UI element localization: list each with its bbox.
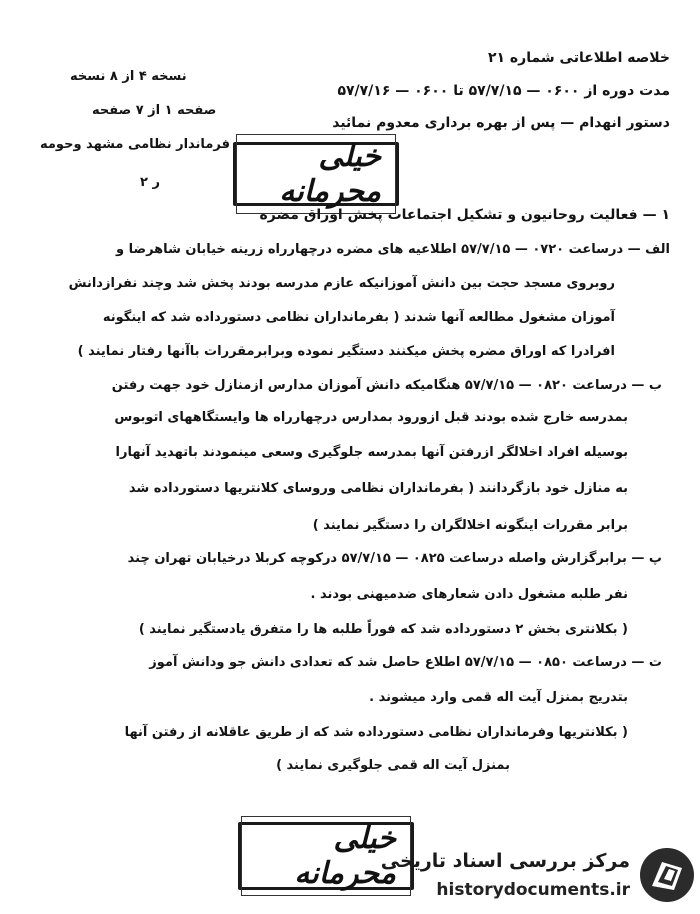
copy-number: نسخه ۴ از ۸ نسخه (70, 69, 187, 84)
watermark-title: مرکز بررسی اسناد تاریخی (380, 850, 630, 872)
body-line: روبروی مسجد حجت بین دانش آموزانیکه عازم مدرسه بودند پخش شد وچند نفرازدانش (68, 276, 615, 291)
archive-logo-icon (638, 846, 696, 904)
watermark-url: historydocuments.ir (436, 880, 630, 900)
classification-stamp-top (233, 139, 399, 209)
body-line: بوسیله افراد اخلالگر ازرفتن آنها بمدرسه جلوگیری وسعی مینمودند باتهدید آنهارا (115, 445, 628, 460)
page-number: صفحه ۱ از ۷ صفحه (92, 103, 217, 118)
stamp-text: خیلی محرمانه (241, 816, 411, 896)
body-line: برابر مقررات اینگونه اخلالگران را دستگیر نمایند ) (312, 518, 628, 533)
section-heading: ۱ — فعالیت روحانیون و تشکیل اجتماعات پخش اوراق مضره (259, 207, 670, 223)
body-line: به منازل خود بازگردانند ( بفرمانداران نظامی وروسای کلانتریها دستورداده شد (128, 481, 628, 496)
body-line: ت — درساعت ۰۸۵۰ — ۵۷/۷/۱۵ اطلاع حاصل شد که تعدادی دانش جو ودانش آموز (149, 655, 662, 670)
issuing-command: فرماندار نظامی مشهد وحومه (40, 137, 230, 152)
body-line: الف — درساعت ۰۷۲۰ — ۵۷/۷/۱۵ اطلاعیه های مضره درچهارراه زرینه خیابان شاهرضا و (116, 242, 670, 257)
body-line: آموزان مشغول مطالعه آنها شدند ( بفرمانداران نظامی دستورداده شد که اینگونه (102, 310, 615, 325)
report-period: مدت دوره از ۰۶۰۰ — ۵۷/۷/۱۵ تا ۰۶۰۰ — ۵۷/۷/۱۶ (337, 83, 670, 99)
body-line: نفر طلبه مشغول دادن شعارهای ضدمیهنی بودند . (310, 587, 628, 602)
body-line: بتدریج بمنزل آیت اله قمی وارد میشوند . (369, 690, 628, 705)
body-line: افرادرا که اوراق مضره پخش میکنند دستگیر نموده وبرابرمقررات باآنها رفتار نمایند ) (77, 344, 615, 359)
report-title: خلاصه اطلاعاتی شماره ۲۱ (487, 50, 670, 66)
body-line: بمنزل آیت اله قمی جلوگیری نمایند ) (276, 758, 510, 773)
body-line: ب — درساعت ۰۸۲۰ — ۵۷/۷/۱۵ هنگامیکه دانش آموزان مدارس ازمنازل خود جهت رفتن (111, 378, 662, 393)
body-line: ( بکلانتریها وفرمانداران نظامی دستورداده شد که از طریق عاقلانه از رفتن آنها (124, 725, 628, 740)
body-line: ( بکلانتری بخش ۲ دستورداده شد که فوراً طلبه ها را متفرق یادستگیر نمایند ) (138, 622, 628, 637)
archive-watermark (380, 836, 700, 914)
destruction-instruction: دستور انهدام — پس از بهره برداری معدوم نمائید (332, 115, 670, 131)
stamp-text: خیلی محرمانه (236, 134, 396, 214)
body-line: بمدرسه خارج شده بودند قبل ازورود بمدارس درچهارراه ها وایستگاههای اتوبوس (114, 410, 628, 425)
reference-code: ر ۲ (140, 175, 160, 190)
body-line: پ — برابرگزارش واصله درساعت ۰۸۲۵ — ۵۷/۷/۱۵ درکوچه کربلا درخیابان تهران چند (127, 551, 662, 566)
